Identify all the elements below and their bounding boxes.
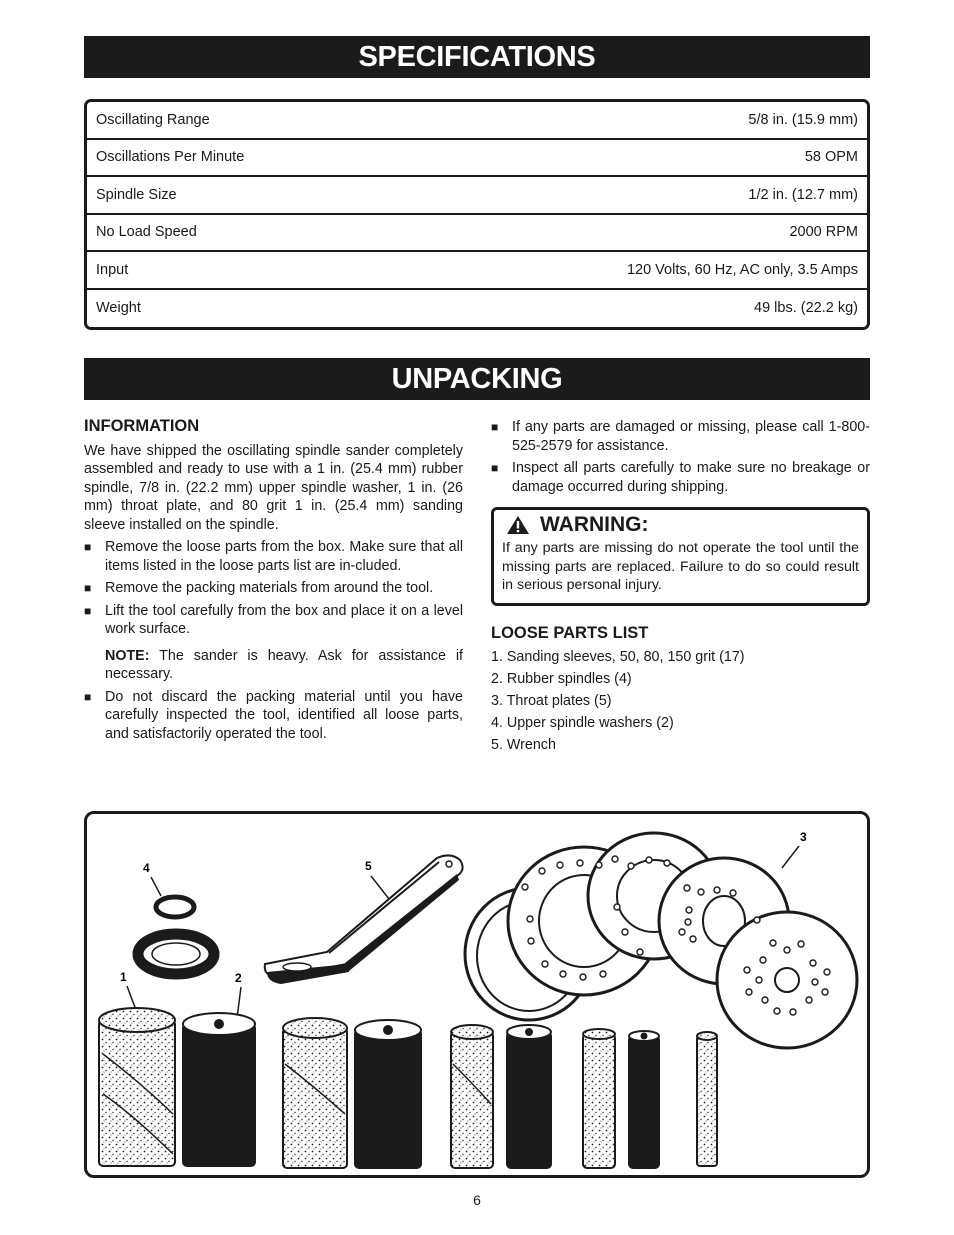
spec-row	[87, 290, 867, 328]
spec-label: Weight	[96, 300, 141, 317]
note-label: NOTE:	[105, 647, 150, 664]
warning-box	[491, 507, 870, 606]
loose-parts-heading: LOOSE PARTS LIST	[491, 623, 649, 642]
square-bullet-icon: ■	[84, 581, 92, 595]
spec-value: 5/8 in. (15.9 mm)	[748, 111, 858, 128]
unpacking-title: UNPACKING	[84, 358, 870, 400]
page-number: 6	[473, 1192, 481, 1208]
sanding-sleeves-and-spindles	[99, 1008, 717, 1168]
spec-label: Spindle Size	[96, 186, 177, 203]
note-text: The sander is heavy. Ask for assistance if necessary.	[105, 647, 463, 682]
list-item: 2. Rubber spindles (4)	[491, 671, 632, 687]
right-column	[491, 418, 870, 755]
upper-spindle-washers	[138, 897, 214, 974]
warning-triangle-icon	[506, 515, 530, 535]
spec-value: 49 lbs. (22.2 kg)	[754, 300, 858, 317]
list-item: ■ Remove the loose parts from the box. Make sure that all items listed in the loose parts list are in-cluded.	[84, 539, 463, 574]
list-item: 3. Throat plates (5)	[491, 693, 612, 709]
callout-1: 1	[120, 970, 127, 984]
list-item: ■ Remove the packing materials from around the tool.	[84, 580, 434, 596]
list-item: ■ Do not discard the packing material until you have carefully inspected the tool, identified all loose parts, and satisfactorily operated the tool.	[84, 688, 463, 742]
callout-4: 4	[143, 861, 150, 875]
callout-2: 2	[235, 971, 242, 985]
square-bullet-icon: ■	[84, 603, 92, 618]
note	[105, 647, 463, 684]
spec-label: Oscillations Per Minute	[96, 149, 245, 166]
wrench	[265, 855, 463, 984]
list-item: ■ If any parts are damaged or missing, please call 1-800-525-2579 for assistance.	[491, 419, 870, 454]
spec-row	[87, 215, 867, 253]
list-item: 5. Wrench	[491, 737, 556, 753]
information-intro: We have shipped the oscillating spindle sander completely assembled and ready to use with a 1 in. (25.4 mm) rubber spindle, 7/8 in. (22.2 mm) upper spindle washer, 1 in. (26 mm) throat plate, and 80 grit 1 in. (25.4 mm) sanding sleeve installed on the spindle.	[84, 442, 463, 533]
loose-parts-list	[491, 648, 870, 755]
warning-text: If any parts are missing do not operate the tool until the missing parts are replaced. Failure to do so could result in serious personal injury.	[502, 540, 859, 593]
loose-parts-illustration	[84, 811, 870, 1178]
information-heading: INFORMATION	[84, 417, 200, 435]
square-bullet-icon: ■	[84, 540, 92, 554]
list-item: 4. Upper spindle washers (2)	[491, 715, 674, 731]
spec-value: 58 OPM	[804, 149, 858, 166]
specifications-table	[84, 99, 870, 330]
parts-drawing	[87, 814, 867, 1175]
list-item: ■ Inspect all parts carefully to make sure no breakage or damage occurred during shipping.	[491, 460, 870, 495]
spec-row	[87, 102, 867, 140]
warning-heading: WARNING:	[540, 512, 649, 536]
spec-label: Oscillating Range	[96, 111, 210, 128]
square-bullet-icon: ■	[84, 689, 92, 704]
square-bullet-icon: ■	[491, 461, 499, 475]
spec-row	[87, 252, 867, 290]
spec-value: 1/2 in. (12.7 mm)	[748, 186, 858, 203]
throat-plates	[465, 833, 857, 1048]
spec-value: 2000 RPM	[789, 224, 858, 241]
callout-5: 5	[365, 859, 372, 873]
warning-header	[506, 512, 859, 536]
list-item: 1. Sanding sleeves, 50, 80, 150 grit (17)	[491, 649, 745, 665]
spec-label: Input	[96, 261, 129, 278]
spec-value: 120 Volts, 60 Hz, AC only, 3.5 Amps	[626, 261, 858, 278]
information-column	[84, 417, 463, 743]
spec-row	[87, 140, 867, 178]
specifications-title: SPECIFICATIONS	[84, 36, 870, 78]
square-bullet-icon: ■	[491, 420, 499, 434]
spec-label: No Load Speed	[96, 224, 197, 241]
spec-row	[87, 177, 867, 215]
callout-3: 3	[800, 830, 807, 844]
list-item: ■ Lift the tool carefully from the box and place it on a level work surface.	[84, 602, 463, 637]
